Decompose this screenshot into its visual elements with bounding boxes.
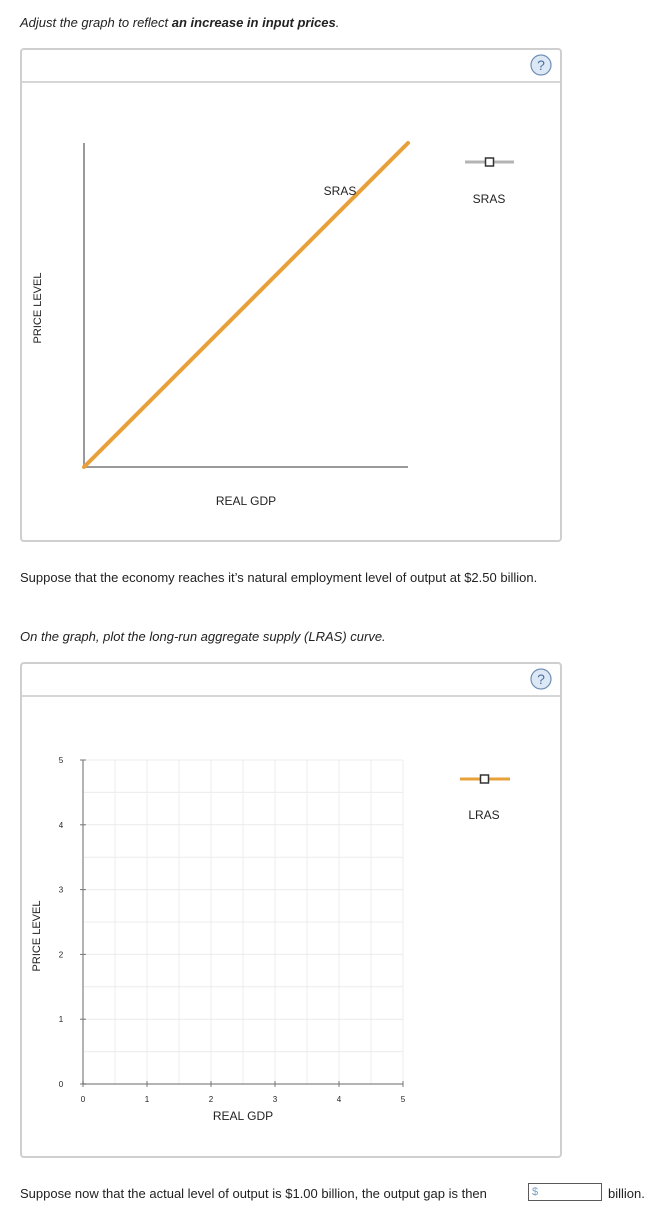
graph-1-panel <box>20 48 562 542</box>
x-tick-label: 0 <box>80 1095 86 1104</box>
x-tick-label: 1 <box>144 1095 150 1104</box>
question-1-prefix: Adjust the graph to reflect <box>20 15 172 30</box>
question-1-emphasis: an increase in input prices <box>171 15 336 30</box>
x-tick-label: 3 <box>272 1095 278 1104</box>
output-gap-currency: $ <box>532 1186 539 1198</box>
y-tick-label: 2 <box>58 950 64 960</box>
graph-2-canvas[interactable] <box>22 664 560 1156</box>
graph-2-panel <box>20 662 562 1158</box>
graph-2-x-axis-label: REAL GDP <box>212 1109 274 1123</box>
question-1-prompt <box>20 15 339 31</box>
graph-2-grid <box>83 760 403 1084</box>
sras-curve[interactable] <box>84 143 408 467</box>
lras-legend-handle-icon <box>481 775 489 783</box>
output-gap-input[interactable] <box>528 1183 602 1201</box>
graph-1-canvas[interactable] <box>22 50 560 540</box>
question-2-prompt: On the graph, plot the long-run aggregate supply (LRAS) curve. <box>20 629 386 644</box>
y-tick-label: 0 <box>58 1080 64 1089</box>
sras-curve-label: SRAS <box>323 184 357 198</box>
y-tick-label: 3 <box>58 885 64 895</box>
lras-legend-tool[interactable] <box>460 775 510 783</box>
graph-1-y-axis-label: PRICE LEVEL <box>32 272 44 344</box>
sras-legend-label: SRAS <box>472 192 506 206</box>
x-tick-label: 2 <box>208 1095 214 1104</box>
output-gap-prompt: Suppose now that the actual level of output is $1.00 billion, the output gap is then <box>20 1186 487 1201</box>
graph-1-x-axis-label: REAL GDP <box>215 494 277 508</box>
x-tick-label: 5 <box>400 1095 406 1104</box>
sras-legend-tool[interactable] <box>465 158 514 166</box>
x-tick-label: 4 <box>336 1095 342 1104</box>
output-gap-unit: billion. <box>608 1186 645 1201</box>
y-tick-label: 4 <box>58 820 64 830</box>
question-1-suffix: . <box>335 15 340 30</box>
sras-legend-handle-icon <box>486 158 494 166</box>
y-tick-label: 5 <box>58 756 64 765</box>
help-icon-glyph: ? <box>537 57 545 73</box>
graph-2-y-axis-label: PRICE LEVEL <box>31 900 43 972</box>
help-icon-glyph: ? <box>537 671 545 687</box>
y-tick-label: 1 <box>58 1015 64 1025</box>
natural-output-statement: Suppose that the economy reaches it’s natural employment level of output at $2.50 billion. <box>20 570 538 585</box>
lras-legend-label: LRAS <box>468 808 500 822</box>
